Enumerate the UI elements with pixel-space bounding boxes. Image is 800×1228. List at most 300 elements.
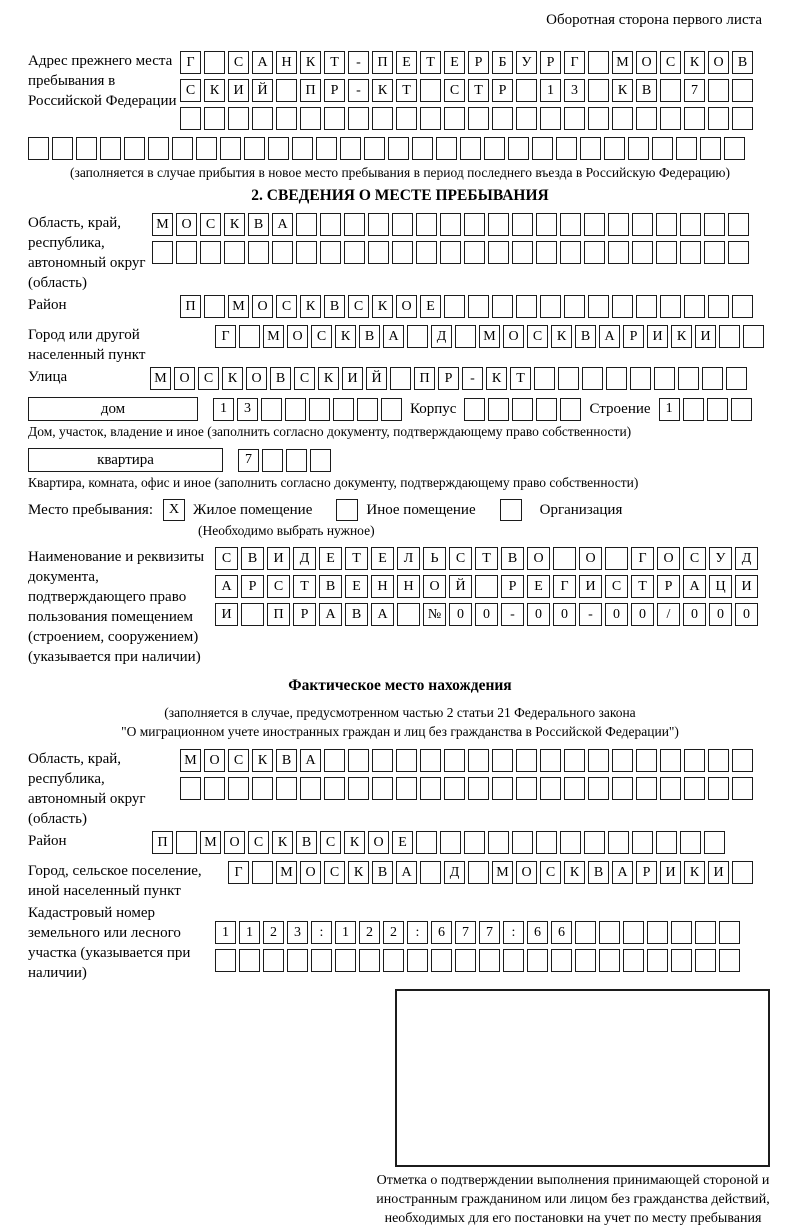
char-cell[interactable]: С <box>228 749 249 772</box>
char-cell[interactable]: Р <box>623 325 644 348</box>
char-cell[interactable]: : <box>311 921 332 944</box>
char-cell[interactable] <box>436 137 457 160</box>
char-cell[interactable] <box>580 137 601 160</box>
char-cell[interactable] <box>612 777 633 800</box>
checkbox-residential[interactable]: X <box>163 499 185 521</box>
char-cell[interactable]: А <box>252 51 273 74</box>
char-cell[interactable] <box>28 137 49 160</box>
char-cell[interactable]: К <box>344 831 365 854</box>
char-cell[interactable] <box>309 398 330 421</box>
char-cell[interactable] <box>261 398 282 421</box>
char-cell[interactable]: К <box>318 367 339 390</box>
char-cell[interactable]: К <box>300 51 321 74</box>
char-cell[interactable] <box>372 777 393 800</box>
char-cell[interactable] <box>263 949 284 972</box>
char-cell[interactable] <box>656 213 677 236</box>
char-cell[interactable] <box>464 831 485 854</box>
char-cell[interactable]: К <box>252 749 273 772</box>
char-cell[interactable] <box>556 137 577 160</box>
char-cell[interactable] <box>564 777 585 800</box>
char-cell[interactable]: 2 <box>383 921 404 944</box>
char-cell[interactable]: А <box>599 325 620 348</box>
char-cell[interactable] <box>512 398 533 421</box>
char-cell[interactable] <box>684 295 705 318</box>
char-cell[interactable] <box>684 107 705 130</box>
char-cell[interactable]: В <box>501 547 524 570</box>
char-cell[interactable] <box>660 749 681 772</box>
char-cell[interactable] <box>527 949 548 972</box>
char-cell[interactable] <box>492 107 513 130</box>
char-cell[interactable]: О <box>252 295 273 318</box>
char-cell[interactable]: М <box>150 367 171 390</box>
char-cell[interactable] <box>320 213 341 236</box>
char-cell[interactable]: Й <box>449 575 472 598</box>
char-cell[interactable]: В <box>345 603 368 626</box>
char-cell[interactable]: К <box>372 79 393 102</box>
char-cell[interactable]: Г <box>553 575 576 598</box>
char-cell[interactable]: О <box>176 213 197 236</box>
char-cell[interactable] <box>680 831 701 854</box>
char-cell[interactable] <box>588 777 609 800</box>
char-cell[interactable]: В <box>319 575 342 598</box>
char-cell[interactable] <box>540 107 561 130</box>
char-cell[interactable]: А <box>215 575 238 598</box>
char-cell[interactable] <box>348 777 369 800</box>
char-cell[interactable]: 2 <box>359 921 380 944</box>
char-cell[interactable] <box>252 777 273 800</box>
char-cell[interactable]: 7 <box>238 449 259 472</box>
char-cell[interactable]: С <box>683 547 706 570</box>
char-cell[interactable]: С <box>267 575 290 598</box>
char-cell[interactable]: К <box>684 51 705 74</box>
char-cell[interactable] <box>124 137 145 160</box>
char-cell[interactable] <box>200 241 221 264</box>
char-cell[interactable] <box>416 241 437 264</box>
char-cell[interactable]: О <box>368 831 389 854</box>
char-cell[interactable] <box>636 295 657 318</box>
char-cell[interactable] <box>152 241 173 264</box>
char-cell[interactable] <box>695 921 716 944</box>
char-cell[interactable] <box>364 137 385 160</box>
char-cell[interactable]: Е <box>444 51 465 74</box>
char-cell[interactable] <box>560 831 581 854</box>
char-cell[interactable] <box>540 295 561 318</box>
char-cell[interactable] <box>599 949 620 972</box>
char-cell[interactable]: Р <box>468 51 489 74</box>
char-cell[interactable]: Р <box>501 575 524 598</box>
char-cell[interactable] <box>503 949 524 972</box>
char-cell[interactable] <box>708 777 729 800</box>
char-cell[interactable] <box>719 921 740 944</box>
char-cell[interactable]: В <box>276 749 297 772</box>
char-cell[interactable]: 3 <box>287 921 308 944</box>
char-cell[interactable] <box>204 107 225 130</box>
char-cell[interactable]: 0 <box>605 603 628 626</box>
apartment-type-box[interactable]: квартира <box>28 448 223 472</box>
char-cell[interactable]: О <box>527 547 550 570</box>
char-cell[interactable] <box>560 213 581 236</box>
char-cell[interactable] <box>671 921 692 944</box>
char-cell[interactable] <box>608 213 629 236</box>
char-cell[interactable] <box>407 325 428 348</box>
char-cell[interactable] <box>608 241 629 264</box>
char-cell[interactable]: Й <box>366 367 387 390</box>
char-cell[interactable]: М <box>228 295 249 318</box>
char-cell[interactable]: М <box>492 861 513 884</box>
char-cell[interactable] <box>623 949 644 972</box>
char-cell[interactable] <box>676 137 697 160</box>
char-cell[interactable] <box>180 777 201 800</box>
char-cell[interactable]: К <box>222 367 243 390</box>
char-cell[interactable]: В <box>372 861 393 884</box>
char-cell[interactable]: К <box>684 861 705 884</box>
char-cell[interactable] <box>412 137 433 160</box>
char-cell[interactable]: К <box>564 861 585 884</box>
char-cell[interactable] <box>176 831 197 854</box>
char-cell[interactable]: 3 <box>564 79 585 102</box>
char-cell[interactable]: Л <box>397 547 420 570</box>
char-cell[interactable] <box>300 107 321 130</box>
char-cell[interactable]: П <box>180 295 201 318</box>
char-cell[interactable]: Й <box>252 79 273 102</box>
char-cell[interactable] <box>420 777 441 800</box>
char-cell[interactable]: В <box>575 325 596 348</box>
char-cell[interactable]: С <box>248 831 269 854</box>
char-cell[interactable] <box>455 325 476 348</box>
char-cell[interactable]: И <box>579 575 602 598</box>
char-cell[interactable]: Р <box>657 575 680 598</box>
char-cell[interactable]: А <box>371 603 394 626</box>
char-cell[interactable]: 6 <box>431 921 452 944</box>
char-cell[interactable]: М <box>200 831 221 854</box>
char-cell[interactable]: 0 <box>449 603 472 626</box>
char-cell[interactable] <box>286 449 307 472</box>
char-cell[interactable]: Ц <box>709 575 732 598</box>
char-cell[interactable] <box>508 137 529 160</box>
char-cell[interactable] <box>244 137 265 160</box>
char-cell[interactable] <box>588 295 609 318</box>
char-cell[interactable]: М <box>152 213 173 236</box>
char-cell[interactable] <box>612 295 633 318</box>
char-cell[interactable] <box>588 51 609 74</box>
char-cell[interactable] <box>728 213 749 236</box>
char-cell[interactable]: О <box>579 547 602 570</box>
char-cell[interactable] <box>468 777 489 800</box>
char-cell[interactable] <box>608 831 629 854</box>
char-cell[interactable]: А <box>396 861 417 884</box>
char-cell[interactable] <box>357 398 378 421</box>
char-cell[interactable]: В <box>732 51 753 74</box>
char-cell[interactable] <box>252 861 273 884</box>
char-cell[interactable] <box>276 107 297 130</box>
char-cell[interactable] <box>719 949 740 972</box>
char-cell[interactable]: Е <box>420 295 441 318</box>
char-cell[interactable] <box>324 107 345 130</box>
char-cell[interactable]: - <box>579 603 602 626</box>
char-cell[interactable]: - <box>348 51 369 74</box>
char-cell[interactable]: С <box>311 325 332 348</box>
char-cell[interactable]: О <box>204 749 225 772</box>
char-cell[interactable] <box>204 51 225 74</box>
char-cell[interactable]: С <box>320 831 341 854</box>
char-cell[interactable] <box>647 921 668 944</box>
char-cell[interactable] <box>512 831 533 854</box>
char-cell[interactable]: А <box>319 603 342 626</box>
char-cell[interactable]: С <box>200 213 221 236</box>
char-cell[interactable] <box>724 137 745 160</box>
char-cell[interactable] <box>695 949 716 972</box>
char-cell[interactable] <box>464 241 485 264</box>
char-cell[interactable] <box>732 777 753 800</box>
checkbox-other-premises[interactable] <box>336 499 358 521</box>
char-cell[interactable]: И <box>708 861 729 884</box>
char-cell[interactable] <box>605 547 628 570</box>
char-cell[interactable] <box>455 949 476 972</box>
char-cell[interactable] <box>660 777 681 800</box>
char-cell[interactable] <box>654 367 675 390</box>
char-cell[interactable] <box>372 107 393 130</box>
char-cell[interactable] <box>344 241 365 264</box>
char-cell[interactable]: Т <box>345 547 368 570</box>
char-cell[interactable] <box>728 241 749 264</box>
char-cell[interactable]: Р <box>636 861 657 884</box>
char-cell[interactable] <box>396 107 417 130</box>
char-cell[interactable] <box>324 777 345 800</box>
char-cell[interactable] <box>704 241 725 264</box>
char-cell[interactable]: П <box>300 79 321 102</box>
char-cell[interactable]: К <box>335 325 356 348</box>
char-cell[interactable]: Г <box>228 861 249 884</box>
char-cell[interactable]: Т <box>293 575 316 598</box>
char-cell[interactable]: О <box>503 325 524 348</box>
char-cell[interactable] <box>224 241 245 264</box>
char-cell[interactable] <box>656 241 677 264</box>
char-cell[interactable]: 0 <box>709 603 732 626</box>
char-cell[interactable] <box>420 861 441 884</box>
char-cell[interactable]: К <box>612 79 633 102</box>
char-cell[interactable] <box>660 79 681 102</box>
char-cell[interactable] <box>340 137 361 160</box>
char-cell[interactable] <box>492 749 513 772</box>
char-cell[interactable] <box>300 777 321 800</box>
char-cell[interactable] <box>623 921 644 944</box>
char-cell[interactable]: Н <box>371 575 394 598</box>
char-cell[interactable]: 2 <box>263 921 284 944</box>
char-cell[interactable]: У <box>709 547 732 570</box>
char-cell[interactable] <box>612 749 633 772</box>
char-cell[interactable] <box>407 949 428 972</box>
char-cell[interactable]: П <box>267 603 290 626</box>
char-cell[interactable] <box>180 107 201 130</box>
char-cell[interactable]: А <box>683 575 706 598</box>
char-cell[interactable] <box>702 367 723 390</box>
char-cell[interactable]: В <box>588 861 609 884</box>
char-cell[interactable]: А <box>612 861 633 884</box>
char-cell[interactable] <box>444 107 465 130</box>
char-cell[interactable] <box>359 949 380 972</box>
char-cell[interactable] <box>553 547 576 570</box>
char-cell[interactable] <box>468 749 489 772</box>
char-cell[interactable] <box>252 107 273 130</box>
char-cell[interactable]: С <box>605 575 628 598</box>
char-cell[interactable]: 1 <box>215 921 236 944</box>
char-cell[interactable] <box>396 749 417 772</box>
char-cell[interactable] <box>536 213 557 236</box>
char-cell[interactable] <box>444 749 465 772</box>
char-cell[interactable]: В <box>241 547 264 570</box>
char-cell[interactable] <box>534 367 555 390</box>
char-cell[interactable]: Г <box>631 547 654 570</box>
char-cell[interactable] <box>732 749 753 772</box>
char-cell[interactable] <box>420 107 441 130</box>
char-cell[interactable] <box>392 213 413 236</box>
char-cell[interactable] <box>719 325 740 348</box>
char-cell[interactable] <box>632 831 653 854</box>
char-cell[interactable] <box>575 921 596 944</box>
char-cell[interactable]: В <box>248 213 269 236</box>
char-cell[interactable] <box>368 213 389 236</box>
char-cell[interactable] <box>680 241 701 264</box>
char-cell[interactable] <box>383 949 404 972</box>
char-cell[interactable]: Т <box>631 575 654 598</box>
char-cell[interactable] <box>215 949 236 972</box>
char-cell[interactable]: С <box>180 79 201 102</box>
char-cell[interactable] <box>652 137 673 160</box>
char-cell[interactable] <box>475 575 498 598</box>
char-cell[interactable] <box>241 603 264 626</box>
char-cell[interactable]: В <box>359 325 380 348</box>
char-cell[interactable]: 6 <box>551 921 572 944</box>
char-cell[interactable] <box>316 137 337 160</box>
char-cell[interactable] <box>228 107 249 130</box>
char-cell[interactable]: Е <box>319 547 342 570</box>
char-cell[interactable] <box>516 107 537 130</box>
char-cell[interactable] <box>680 213 701 236</box>
char-cell[interactable]: Г <box>215 325 236 348</box>
char-cell[interactable]: 7 <box>455 921 476 944</box>
char-cell[interactable]: - <box>462 367 483 390</box>
char-cell[interactable] <box>584 213 605 236</box>
char-cell[interactable]: И <box>267 547 290 570</box>
char-cell[interactable] <box>632 213 653 236</box>
char-cell[interactable]: В <box>270 367 291 390</box>
char-cell[interactable] <box>440 831 461 854</box>
char-cell[interactable] <box>262 449 283 472</box>
char-cell[interactable] <box>392 241 413 264</box>
char-cell[interactable] <box>420 79 441 102</box>
char-cell[interactable] <box>732 861 753 884</box>
char-cell[interactable] <box>606 367 627 390</box>
char-cell[interactable]: О <box>423 575 446 598</box>
char-cell[interactable] <box>684 749 705 772</box>
char-cell[interactable]: М <box>612 51 633 74</box>
char-cell[interactable]: И <box>660 861 681 884</box>
char-cell[interactable]: В <box>324 295 345 318</box>
char-cell[interactable] <box>536 241 557 264</box>
char-cell[interactable]: 0 <box>527 603 550 626</box>
char-cell[interactable] <box>564 749 585 772</box>
char-cell[interactable] <box>647 949 668 972</box>
char-cell[interactable]: Р <box>540 51 561 74</box>
char-cell[interactable] <box>588 79 609 102</box>
char-cell[interactable] <box>540 777 561 800</box>
char-cell[interactable] <box>731 398 752 421</box>
char-cell[interactable] <box>320 241 341 264</box>
char-cell[interactable] <box>488 398 509 421</box>
char-cell[interactable] <box>335 949 356 972</box>
char-cell[interactable]: / <box>657 603 680 626</box>
char-cell[interactable] <box>564 107 585 130</box>
char-cell[interactable]: К <box>486 367 507 390</box>
char-cell[interactable] <box>220 137 241 160</box>
char-cell[interactable]: И <box>228 79 249 102</box>
char-cell[interactable]: С <box>444 79 465 102</box>
char-cell[interactable]: Е <box>527 575 550 598</box>
char-cell[interactable] <box>464 213 485 236</box>
char-cell[interactable]: Д <box>431 325 452 348</box>
char-cell[interactable]: Е <box>345 575 368 598</box>
char-cell[interactable]: О <box>636 51 657 74</box>
char-cell[interactable]: Д <box>293 547 316 570</box>
char-cell[interactable]: П <box>372 51 393 74</box>
char-cell[interactable]: О <box>708 51 729 74</box>
char-cell[interactable] <box>248 241 269 264</box>
char-cell[interactable] <box>708 107 729 130</box>
char-cell[interactable] <box>268 137 289 160</box>
char-cell[interactable] <box>488 831 509 854</box>
char-cell[interactable] <box>431 949 452 972</box>
char-cell[interactable]: 0 <box>553 603 576 626</box>
char-cell[interactable]: - <box>348 79 369 102</box>
char-cell[interactable] <box>52 137 73 160</box>
char-cell[interactable]: С <box>449 547 472 570</box>
char-cell[interactable]: И <box>647 325 668 348</box>
char-cell[interactable]: И <box>695 325 716 348</box>
char-cell[interactable]: Б <box>492 51 513 74</box>
char-cell[interactable]: В <box>296 831 317 854</box>
checkbox-organization[interactable] <box>500 499 522 521</box>
char-cell[interactable]: К <box>551 325 572 348</box>
char-cell[interactable] <box>726 367 747 390</box>
char-cell[interactable] <box>632 241 653 264</box>
char-cell[interactable] <box>285 398 306 421</box>
char-cell[interactable]: 0 <box>475 603 498 626</box>
char-cell[interactable]: К <box>204 79 225 102</box>
char-cell[interactable]: 7 <box>684 79 705 102</box>
char-cell[interactable]: 0 <box>683 603 706 626</box>
char-cell[interactable]: : <box>407 921 428 944</box>
char-cell[interactable]: М <box>276 861 297 884</box>
char-cell[interactable] <box>440 213 461 236</box>
char-cell[interactable]: Д <box>735 547 758 570</box>
char-cell[interactable] <box>704 831 725 854</box>
char-cell[interactable] <box>296 241 317 264</box>
char-cell[interactable] <box>484 137 505 160</box>
char-cell[interactable] <box>560 398 581 421</box>
char-cell[interactable] <box>488 213 509 236</box>
char-cell[interactable] <box>148 137 169 160</box>
char-cell[interactable]: 0 <box>735 603 758 626</box>
char-cell[interactable] <box>460 137 481 160</box>
char-cell[interactable]: Н <box>397 575 420 598</box>
char-cell[interactable] <box>516 777 537 800</box>
char-cell[interactable]: Г <box>564 51 585 74</box>
char-cell[interactable] <box>368 241 389 264</box>
char-cell[interactable]: И <box>735 575 758 598</box>
char-cell[interactable]: К <box>272 831 293 854</box>
char-cell[interactable] <box>678 367 699 390</box>
char-cell[interactable]: В <box>636 79 657 102</box>
